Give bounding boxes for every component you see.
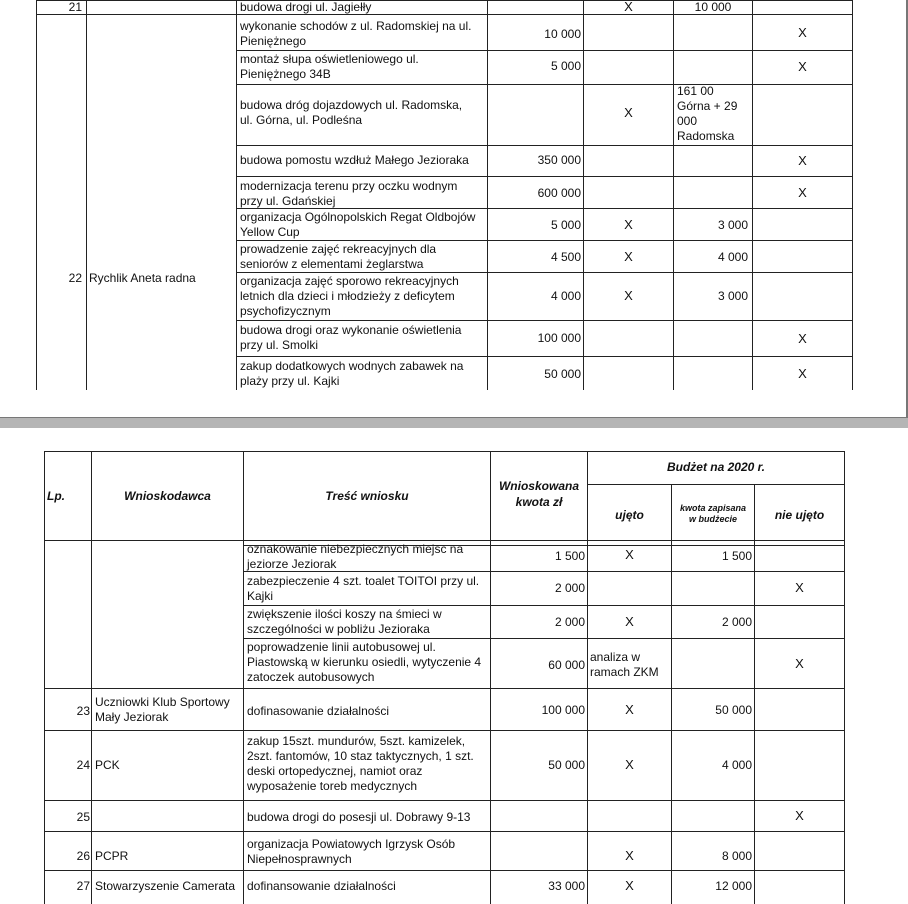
row-content: zatoczek autobusowych [247,670,375,684]
row-content: dofinasowanie działalności [247,704,390,718]
row-content: budowa drogi oraz wykonanie oświetlenia [240,323,462,337]
row-content: dofinansowanie działalności [247,879,396,893]
row-content: zwiększenie ilości koszy na śmieci w [247,607,442,621]
row-lp: 22 [68,271,82,285]
row-budget: 1 500 [721,549,752,563]
row-budget: 2 000 [721,615,752,629]
row-content: budowa pomostu wzdłuż Małego Jezioraka [240,153,469,167]
row-amount: 1 500 [554,549,585,563]
header-budget-group: Budżet na 2020 r. [666,460,766,474]
row-not-included: X [798,25,807,40]
row-content: prowadzenie zajęć rekreacyjnych dla [240,242,437,256]
row-content: montaż słupa oświetleniowego ul. [240,52,419,66]
row-amount: 50 000 [548,758,585,772]
row-not-included: X [798,331,807,346]
row-content: Pieniężnego 34B [240,67,331,81]
row-not-included: X [798,59,807,74]
row-applicant: PCK [95,758,120,772]
row-budget: 10 000 [694,0,732,14]
row-lp: 27 [76,879,90,893]
row-included: X [624,288,633,303]
row-included: X [625,757,634,772]
row-content: 2szt. fantomów, 10 staz taktycznych, 1 szt. [247,749,474,763]
row-budget: 161 00 [677,84,714,98]
row-not-included: X [795,656,804,671]
row-included: X [625,878,634,893]
row-lp: 25 [76,810,90,824]
row-amount: 2 000 [554,581,585,595]
row-budget: 4 000 [717,250,748,264]
row-content: zakup 15szt. mundurów, 5szt. kamizelek, [247,734,466,748]
row-amount: 2 000 [554,615,585,629]
row-included: X [624,249,633,264]
row-amount: 600 000 [537,186,581,200]
row-amount: 5 000 [550,218,581,232]
header-requested-amount: Wnioskowana [498,479,579,493]
row-content: budowa drogi ul. Jagiełły [240,0,372,14]
row-included: X [625,702,634,717]
row-lp: 24 [76,758,90,772]
row-applicant: Uczniowki Klub Sportowy [95,695,230,709]
row-amount: 33 000 [548,879,585,893]
header-not-included: nie ujęto [774,508,825,522]
row-budget: 50 000 [715,703,752,717]
row-not-included: X [798,366,807,381]
row-amount: 5 000 [550,59,581,73]
row-content: Yellow Cup [240,225,300,239]
row-content: wykonanie schodów z ul. Radomskiej na ul. [240,19,472,33]
row-content: przy ul. Gdańskiej [240,194,336,208]
row-content: modernizacja terenu przy oczku wodnym [240,179,458,193]
page-separator [0,418,908,428]
row-lp: 26 [76,849,90,863]
header-budget-amount: w budżecie [688,514,737,524]
row-amount: 100 000 [541,703,585,717]
row-content: jeziorze Jeziorak [247,557,337,571]
header-content: Treść wniosku [325,489,409,503]
row-content: Niepełnosprawnych [247,852,352,866]
row-included: X [624,0,633,14]
row-content: zakup dodatkowych wodnych zabawek na [240,359,464,373]
budget-table-continuation [0,0,908,417]
header-requested-amount: kwota zł [515,495,563,509]
header-lp: Lp. [47,489,65,503]
row-budget: 4 000 [721,758,752,772]
row-included: X [624,217,633,232]
header-included: ujęto [615,508,644,522]
row-budget: Górna + 29 [677,99,738,113]
row-content: wyposażenie toreb medycznych [247,779,418,793]
row-content: przy ul. Smolki [240,338,319,352]
row-content: Kajki [247,589,274,603]
row-not-included: X [798,153,807,168]
row-budget: 000 [677,114,698,128]
row-budget: 3 000 [717,218,748,232]
row-content: plaży przy ul. Kajki [240,374,340,388]
row-budget: 3 000 [717,289,748,303]
row-budget: 8 000 [721,849,752,863]
row-content: oznakowanie niebezpiecznych miejsc na [247,542,464,556]
row-amount: 350 000 [537,153,581,167]
row-applicant: Stowarzyszenie Camerata [95,879,236,893]
row-content: letnich dla dzieci i młodzieży z deficytem [240,289,455,303]
row-content: organizacja zajęć sporowo rekreacyjnych [240,274,459,288]
row-not-included: X [798,185,807,200]
row-included: X [625,547,634,562]
row-lp: 21 [68,0,82,14]
row-amount: 50 000 [544,367,581,381]
header-applicant: Wnioskodawca [124,489,211,503]
row-content: Piastowską w kierunku osiedli, wytyczenie 4 [247,655,482,669]
row-not-included: X [795,580,804,595]
row-amount: 4 500 [550,250,581,264]
row-not-included: X [795,808,804,823]
row-amount: 10 000 [544,27,581,41]
row-included: ramach ZKM [590,665,659,679]
row-applicant: PCPR [95,849,129,863]
row-content: szczególności w pobliżu Jezioraka [247,622,430,636]
document-page-top [0,0,908,418]
row-included: X [625,614,634,629]
row-content: seniorów z elementami żeglarstwa [240,257,424,271]
row-content: ul. Górna, ul. Podleśna [240,113,363,127]
row-content: zabezpieczenie 4 szt. toalet TOITOI przy ul. [247,574,480,588]
row-included: analiza w [590,650,641,664]
document-page-bottom [0,428,908,904]
row-content: psychofizycznym [240,304,331,318]
header-budget-amount: kwota zapisana [679,503,747,513]
row-content: poprowadzenie linii autobusowej ul. [247,640,436,654]
row-content: budowa dróg dojazdowych ul. Radomska, [240,98,463,112]
row-amount: 100 000 [537,331,581,345]
row-content: deski ortopedycznej, namiot oraz [247,764,423,778]
row-content: Pieniężnego [240,34,307,48]
row-applicant: Rychlik Aneta radna [89,271,196,285]
row-applicant: Mały Jeziorak [95,710,169,724]
row-budget: 12 000 [715,879,752,893]
row-content: budowa drogi do posesji ul. Dobrawy 9-13 [247,810,471,824]
row-budget: Radomska [677,129,735,143]
row-content: organizacja Ogólnopolskich Regat Oldbojów [240,210,476,224]
row-content: organizacja Powiatowych Igrzysk Osób [247,837,456,851]
row-included: X [625,848,634,863]
row-lp: 23 [76,704,90,718]
budget-table [0,428,908,904]
row-amount: 4 000 [550,289,581,303]
row-included: X [624,105,633,120]
row-amount: 60 000 [548,658,585,672]
